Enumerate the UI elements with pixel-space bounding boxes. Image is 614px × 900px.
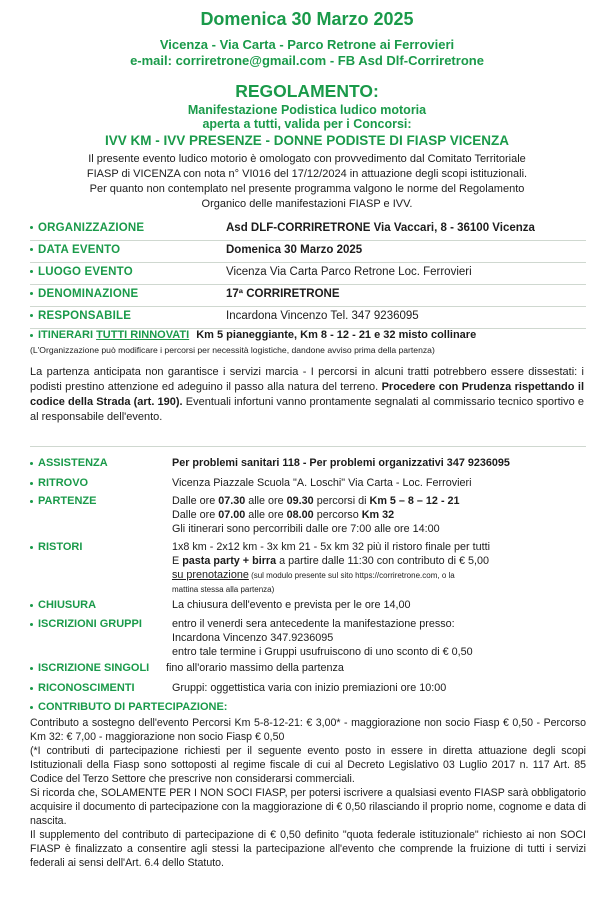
info-value: Incardona Vincenzo Tel. 347 9236095 xyxy=(226,310,419,322)
bullet-icon xyxy=(30,500,33,503)
info-label: RESPONSABILE xyxy=(38,310,132,322)
bullet-icon xyxy=(30,706,33,709)
section-label: PARTENZE xyxy=(38,495,97,507)
section-value: La chiusura dell'evento e prevista per le ore 14,00 xyxy=(172,599,411,611)
contributo-paragraph: Il supplemento del contributo di partecipazione di € 0,50 definito "quota federale istituzionale" richiesto ai non SOCI FIASP è finalizzato a consentire agli stessi la partecipazione all'evento che comprende la fruizione di tutti i servizi federali ai sensi dell'Art. 6.4 dello Statuto. xyxy=(30,829,586,869)
divider xyxy=(30,446,586,447)
ristori-line-3: su prenotazione (sul modulo presente sul sito https://corriretrone.com, o la xyxy=(172,569,455,581)
info-value: Domenica 30 Marzo 2025 xyxy=(226,244,363,256)
section-label: ASSISTENZA xyxy=(38,457,108,469)
warning-text-end: Eventuali infortuni vanno prontamente segnalati al commissario tecnico sportivo e al responsabile dell'evento. xyxy=(30,396,584,423)
event-date-title: Domenica 30 Marzo 2025 xyxy=(200,9,414,29)
contributo-heading: CONTRIBUTO DI PARTECIPAZIONE: xyxy=(30,701,227,713)
itinerari-note: (L'Organizzazione può modificare i percorsi per necessità logistiche, dandone avviso prima della partenza) xyxy=(30,345,435,355)
divider xyxy=(30,262,586,263)
itinerari-label: ITINERARI xyxy=(38,329,97,341)
contributo-paragraph: Contributo a sostegno dell'evento Percorsi Km 5-8-12-21: € 3,00* - maggiorazione non socio Fiasp € 0,50 - Percorso Km 32: € 7,00 - maggiorazione non socio Fiasp € 0,50 xyxy=(30,717,586,743)
info-label: DATA EVENTO xyxy=(38,244,121,256)
bullet-icon xyxy=(30,687,33,690)
info-value: 17ª CORRIRETRONE xyxy=(226,288,340,300)
subtitle-line-2: aperta a tutti, valida per i Concorsi: xyxy=(202,117,412,131)
section-value xyxy=(172,540,590,597)
intro-line: FIASP di VICENZA con nota n° VI016 del 17/12/2024 in attuazione degli scopi istituzionali. xyxy=(86,168,528,180)
info-value: Asd DLF-CORRIRETRONE Via Vaccari, 8 - 36100 Vicenza xyxy=(226,222,535,234)
gruppi-line-1: entro il venerdi sera antecedente la manifestazione presso: xyxy=(172,618,455,630)
partenze-line-1: Dalle ore 07.30 alle ore 09.30 percorsi di Km 5 – 8 – 12 - 21 xyxy=(172,495,460,507)
section-label: ISCRIZIONE SINGOLI xyxy=(38,662,150,674)
section-label: ISCRIZIONI GRUPPI xyxy=(38,618,142,630)
partenze-line-3: Gli itinerari sono percorribili dalle ore 7:00 alle ore 14:00 xyxy=(172,523,440,535)
ristori-line-2: E pasta party + birra a partire dalle 11:30 con contributo di € 5,00 xyxy=(172,555,490,567)
section-value: Gruppi: oggettistica varia con inizio premiazioni ore 10:00 xyxy=(172,682,447,694)
regolamento-heading: REGOLAMENTO: xyxy=(235,81,379,101)
itinerari-label-underlined: TUTTI RINNOVATI xyxy=(96,329,190,341)
event-location-line: Vicenza - Via Carta - Parco Retrone ai Ferrovieri xyxy=(159,37,455,52)
partenze-line-2: Dalle ore 07.00 alle ore 08.00 percorso Km 32 xyxy=(172,509,395,521)
section-value: Per problemi sanitari 118 - Per problemi organizzativi 347 9236095 xyxy=(172,457,510,469)
intro-line: Organico delle manifestazioni FIASP e IVV. xyxy=(201,198,413,210)
info-label: LUOGO EVENTO xyxy=(38,266,133,278)
bullet-icon xyxy=(30,623,33,626)
bullet-icon xyxy=(30,314,33,317)
info-label: ORGANIZZAZIONE xyxy=(38,222,145,234)
section-value: fino all'orario massimo della partenza xyxy=(166,662,344,674)
contributo-text xyxy=(30,716,586,870)
info-value: Vicenza Via Carta Parco Retrone Loc. Ferrovieri xyxy=(226,266,472,278)
contributo-paragraph: Si ricorda che, SOLAMENTE PER I NON SOCI FIASP, per potersi iscrivere a qualsiasi evento FIASP sarà obbligatorio acquisire il documento di partecipazione con la maggiorazione di € 0,50 rilasciando il proprio nome, cognome e data di nascita. xyxy=(30,787,586,827)
section-value xyxy=(172,494,590,536)
divider xyxy=(30,306,586,307)
bullet-icon xyxy=(30,462,33,465)
bullet-icon xyxy=(30,226,33,229)
warning-bold-text: Procedere con Prudenza rispettando il codice della Strada (art. 190). xyxy=(30,381,584,408)
subtitle-line-1: Manifestazione Podistica ludico motoria xyxy=(187,103,427,117)
section-value xyxy=(172,617,590,659)
intro-paragraph xyxy=(30,152,584,212)
bullet-icon xyxy=(30,482,33,485)
itinerari-value: Km 5 pianeggiante, Km 8 - 12 - 21 e 32 misto collinare xyxy=(196,329,477,341)
section-label: RITROVO xyxy=(38,477,89,489)
gruppi-line-2: Incardona Vincenzo 347.9236095 xyxy=(172,632,334,644)
competitions-line: IVV KM - IVV PRESENZE - DONNE PODISTE DI FIASP VICENZA xyxy=(104,133,510,148)
bullet-icon xyxy=(30,604,33,607)
intro-line: Per quanto non contemplato nel presente programma valgono le norme del Regolamento xyxy=(89,183,525,195)
bullet-icon xyxy=(30,546,33,549)
section-label: RISTORI xyxy=(38,541,83,553)
section-value: Vicenza Piazzale Scuola "A. Loschi" Via Carta - Loc. Ferrovieri xyxy=(172,477,472,489)
contact-line: e-mail: corriretrone@gmail.com - FB Asd Dlf-Corriretrone xyxy=(130,53,484,68)
warning-paragraph xyxy=(30,365,584,425)
section-label: CHIUSURA xyxy=(38,599,97,611)
intro-line: Il presente evento ludico motorio è omologato con provvedimento dal Comitato Territoriale xyxy=(88,153,526,165)
bullet-icon xyxy=(30,292,33,295)
ristori-line-4: mattina stessa alla partenza) xyxy=(172,585,275,594)
bullet-icon xyxy=(30,248,33,251)
info-label: DENOMINAZIONE xyxy=(38,288,139,300)
ristori-line-1: 1x8 km - 2x12 km - 3x km 21 - 5x km 32 più il ristoro finale per tutti xyxy=(172,541,491,553)
bullet-icon xyxy=(30,270,33,273)
warning-text: La partenza anticipata non garantisce i servizi marcia - I percorsi in alcuni tratti potrebbero essere dissestati: i podisti prestino attenzione ed adeguino il passo alla natura del terreno. xyxy=(30,366,584,393)
divider xyxy=(30,284,586,285)
gruppi-line-3: entro tale termine i Gruppi usufruiscono di uno sconto di € 0,50 xyxy=(172,646,473,658)
bullet-icon xyxy=(30,667,33,670)
divider xyxy=(30,240,586,241)
bullet-icon xyxy=(30,334,33,337)
section-label: RICONOSCIMENTI xyxy=(38,682,135,694)
contributo-paragraph: (*I contributi di partecipazione richiesti per il seguente evento posto in essere in diretta attuazione degli scopi Istituzionali della Fiasp sono sottoposti al regime fiscale di cui al Decreto Legislativo 03 Luglio 2017 n. 117 Art. 85 Codice del Terzo Settore che prescrive non considerarsi commerciali. xyxy=(30,745,586,785)
